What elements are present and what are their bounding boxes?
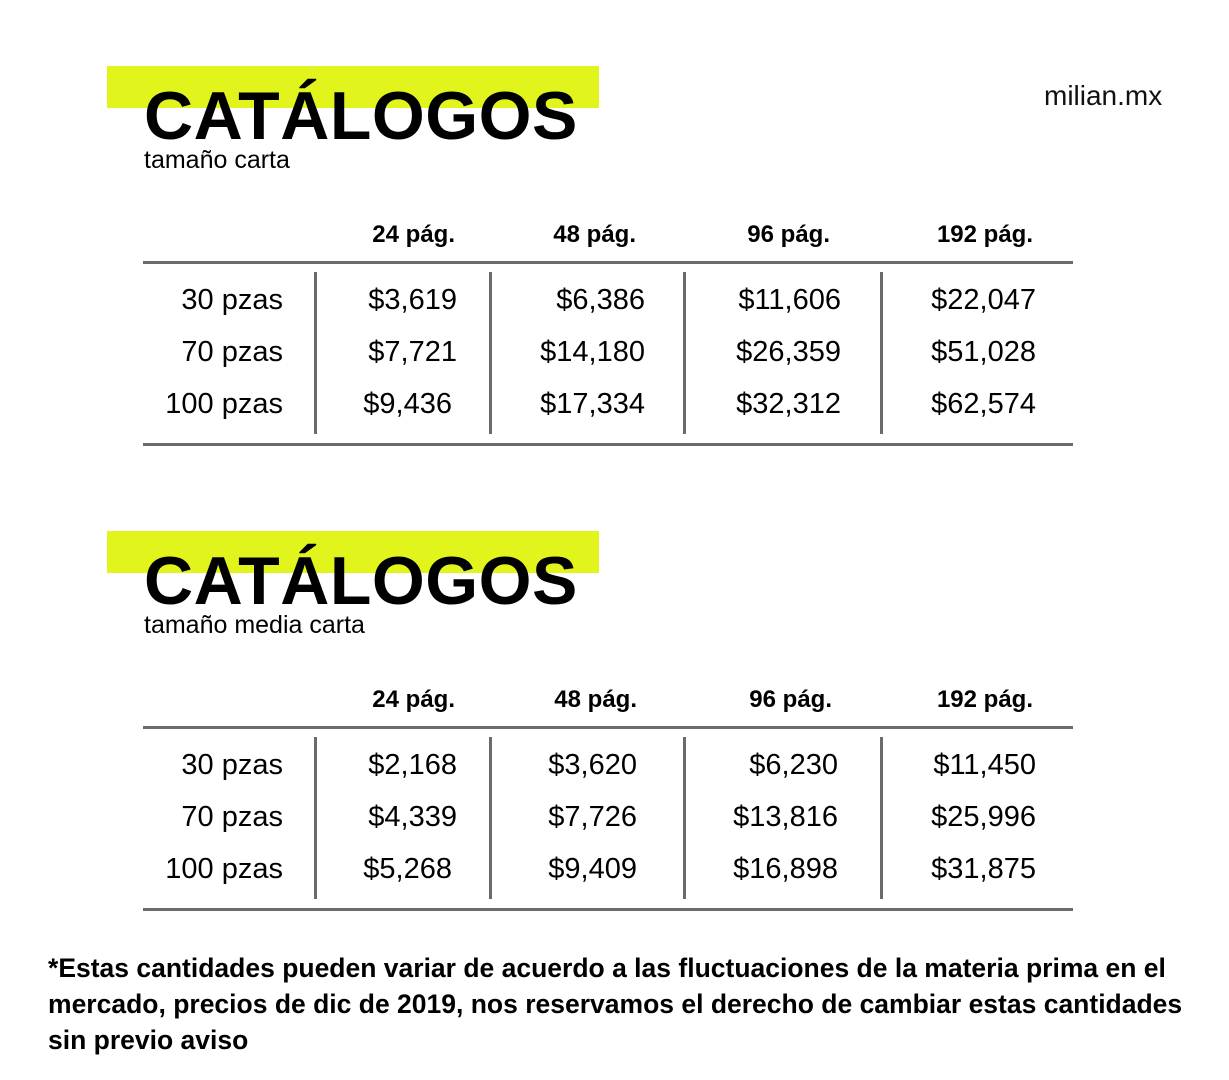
column-header: 192 pág. <box>936 686 1033 713</box>
price-cell: $3,619 <box>368 284 457 316</box>
price-cell: $11,606 <box>738 284 841 316</box>
price-cell: $26,359 <box>736 336 841 368</box>
price-cell: $31,875 <box>931 853 1036 885</box>
column-divider <box>880 737 883 899</box>
row-label: 30 pzas <box>181 749 283 781</box>
column-divider <box>880 272 883 434</box>
price-cell: $32,312 <box>736 388 841 420</box>
price-cell: $9,436 <box>363 388 452 420</box>
column-header: 96 pág. <box>749 686 832 713</box>
price-cell: $51,028 <box>931 336 1036 368</box>
price-cell: $7,726 <box>548 801 637 833</box>
row-label: 70 pzas <box>181 801 283 833</box>
section-title: CATÁLOGOS <box>144 78 578 154</box>
column-divider <box>683 272 686 434</box>
price-cell: $17,334 <box>540 388 645 420</box>
price-cell: $5,268 <box>363 853 452 885</box>
column-header: 192 pág. <box>936 221 1033 248</box>
price-cell: $16,898 <box>733 853 838 885</box>
price-cell: $3,620 <box>548 749 637 781</box>
price-cell: $13,816 <box>733 801 838 833</box>
column-header: 96 pág. <box>747 221 830 248</box>
price-cell: $62,574 <box>931 388 1036 420</box>
price-cell: $6,230 <box>749 749 838 781</box>
row-label: 70 pzas <box>181 336 283 368</box>
section-subtitle: tamaño media carta <box>144 611 365 639</box>
row-label: 100 pzas <box>165 853 283 885</box>
column-divider <box>489 272 492 434</box>
table-bottom-rule <box>143 908 1073 911</box>
price-cell: $2,168 <box>368 749 457 781</box>
table-bottom-rule <box>143 443 1073 446</box>
column-divider <box>314 737 317 899</box>
table-top-rule <box>143 726 1073 729</box>
column-header: 24 pág. <box>372 221 455 248</box>
price-cell: $6,386 <box>556 284 645 316</box>
column-header: 48 pág. <box>553 221 636 248</box>
section-subtitle: tamaño carta <box>144 146 290 174</box>
brand-label[interactable]: milian.mx <box>1044 80 1163 111</box>
column-header: 48 pág. <box>554 686 637 713</box>
price-cell: $7,721 <box>368 336 457 368</box>
table-top-rule <box>143 261 1073 264</box>
price-cell: $22,047 <box>931 284 1036 316</box>
row-label: 30 pzas <box>181 284 283 316</box>
column-divider <box>489 737 492 899</box>
column-header: 24 pág. <box>372 686 455 713</box>
section-title: CATÁLOGOS <box>144 543 578 619</box>
price-cell: $11,450 <box>933 749 1036 781</box>
column-divider <box>683 737 686 899</box>
row-label: 100 pzas <box>165 388 283 420</box>
price-cell: $4,339 <box>368 801 457 833</box>
price-cell: $9,409 <box>548 853 637 885</box>
price-cell: $14,180 <box>540 336 645 368</box>
column-divider <box>314 272 317 434</box>
price-cell: $25,996 <box>931 801 1036 833</box>
disclaimer-footnote: *Estas cantidades pueden variar de acuerdo a las fluctuaciones de la materia prima en el mercado, precios de dic de 2019, nos reservamos el derecho de cambiar estas cantidades sin previo aviso <box>48 953 1183 1055</box>
